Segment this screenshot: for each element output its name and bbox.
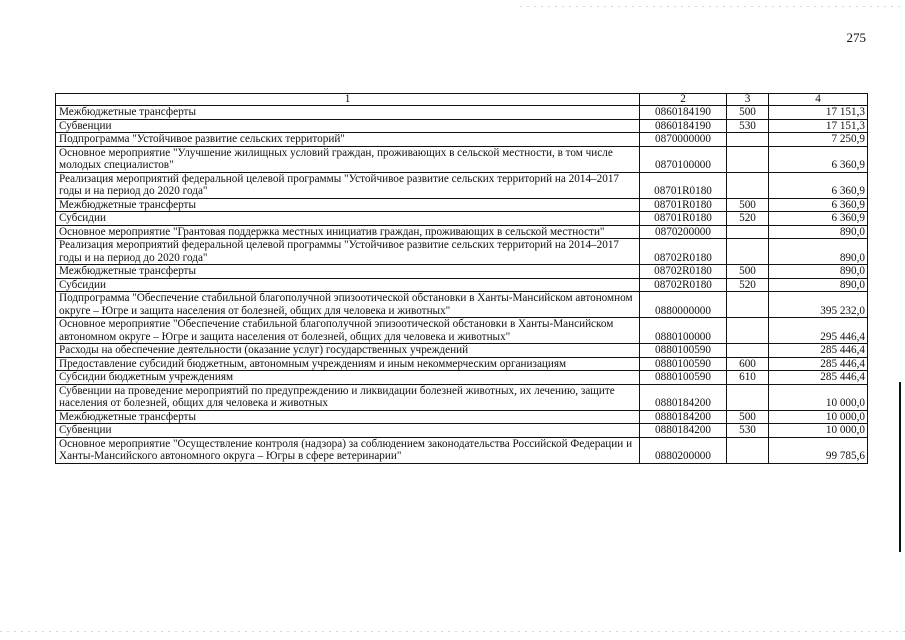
row-amount-cell: 6 360,9 (769, 146, 868, 172)
row-name-cell: Субвенции (56, 424, 640, 438)
table-row (56, 371, 868, 385)
row-name-cell: Межбюджетные трансферты (56, 106, 640, 120)
row-code-cell: 08701R0180 (640, 212, 727, 226)
row-name-cell: Расходы на обеспечение деятельности (оказание услуг) государственных учреждений (56, 344, 640, 358)
row-type-cell: 530 (727, 119, 769, 133)
table-row (56, 225, 868, 239)
row-code-cell: 0880000000 (640, 292, 727, 318)
table-row (56, 172, 868, 198)
row-name-cell: Подпрограмма "Обеспечение стабильной благополучной эпизоотической обстановки в Ханты-Мансийском автономном округе – Югре и защита населения от болезней, общих для человека и животных" (56, 292, 640, 318)
row-amount-cell: 890,0 (769, 239, 868, 265)
row-code-cell: 08702R0180 (640, 265, 727, 279)
row-name-cell: Субсидии (56, 212, 640, 226)
row-type-cell (727, 318, 769, 344)
scan-artifact-bottom (0, 631, 905, 632)
row-amount-cell: 295 446,4 (769, 318, 868, 344)
row-amount-cell: 395 232,0 (769, 292, 868, 318)
table-row (56, 106, 868, 120)
row-code-cell: 08702R0180 (640, 239, 727, 265)
row-amount-cell: 890,0 (769, 278, 868, 292)
row-name-cell: Межбюджетные трансферты (56, 410, 640, 424)
table-row (56, 239, 868, 265)
row-type-cell: 500 (727, 198, 769, 212)
row-name-cell: Межбюджетные трансферты (56, 265, 640, 279)
row-name-cell: Предоставление субсидий бюджетным, автономным учреждениям и иным некоммерческим организациям (56, 357, 640, 371)
row-code-cell: 0880184200 (640, 424, 727, 438)
row-name-cell: Основное мероприятие "Улучшение жилищных условий граждан, проживающих в сельской местности, в том числе молодых специалистов" (56, 146, 640, 172)
row-type-cell: 500 (727, 106, 769, 120)
row-amount-cell: 285 446,4 (769, 344, 868, 358)
row-code-cell: 0870200000 (640, 225, 727, 239)
scan-edge-mark (899, 382, 901, 552)
row-type-cell (727, 146, 769, 172)
table-row (56, 384, 868, 410)
column-header-1: 1 (56, 94, 640, 106)
table-row (56, 357, 868, 371)
row-name-cell: Реализация мероприятий федеральной целевой программы "Устойчивое развитие сельских территорий на 2014–2017 годы и на период до 2020 года" (56, 172, 640, 198)
row-type-cell (727, 239, 769, 265)
column-header-2: 2 (640, 94, 727, 106)
row-name-cell: Субвенции (56, 119, 640, 133)
row-amount-cell: 6 360,9 (769, 172, 868, 198)
column-header-3: 3 (727, 94, 769, 106)
row-type-cell (727, 292, 769, 318)
row-code-cell: 0880100000 (640, 318, 727, 344)
row-amount-cell: 17 151,3 (769, 106, 868, 120)
scan-artifact-top (520, 6, 900, 7)
row-type-cell: 520 (727, 278, 769, 292)
row-amount-cell: 890,0 (769, 225, 868, 239)
row-type-cell (727, 172, 769, 198)
table-row (56, 437, 868, 463)
row-code-cell: 0880100590 (640, 344, 727, 358)
table-row (56, 278, 868, 292)
table-row (56, 318, 868, 344)
row-name-cell: Субсидии (56, 278, 640, 292)
table-row (56, 424, 868, 438)
row-amount-cell: 6 360,9 (769, 198, 868, 212)
row-code-cell: 0860184190 (640, 119, 727, 133)
row-amount-cell: 285 446,4 (769, 371, 868, 385)
row-code-cell: 0880184200 (640, 384, 727, 410)
row-name-cell: Основное мероприятие "Осуществление контроля (надзора) за соблюдением законодательства Российской Федерации и Ханты-Мансийского автономного округа – Югры в сфере ветеринарии" (56, 437, 640, 463)
row-type-cell (727, 133, 769, 147)
row-type-cell: 610 (727, 371, 769, 385)
row-type-cell: 500 (727, 265, 769, 279)
row-type-cell (727, 437, 769, 463)
row-amount-cell: 10 000,0 (769, 384, 868, 410)
table-row (56, 344, 868, 358)
row-code-cell: 0870100000 (640, 146, 727, 172)
table-row (56, 265, 868, 279)
row-code-cell: 08702R0180 (640, 278, 727, 292)
budget-table (55, 93, 868, 464)
row-code-cell: 08701R0180 (640, 172, 727, 198)
row-code-cell: 0880100590 (640, 371, 727, 385)
row-type-cell (727, 384, 769, 410)
row-amount-cell: 99 785,6 (769, 437, 868, 463)
row-type-cell: 520 (727, 212, 769, 226)
table-row (56, 119, 868, 133)
row-code-cell: 08701R0180 (640, 198, 727, 212)
row-code-cell: 0880100590 (640, 357, 727, 371)
row-amount-cell: 7 250,9 (769, 133, 868, 147)
table-row (56, 198, 868, 212)
table-row (56, 133, 868, 147)
table-row (56, 410, 868, 424)
table-header-row (56, 94, 868, 106)
row-amount-cell: 6 360,9 (769, 212, 868, 226)
row-code-cell: 0880200000 (640, 437, 727, 463)
row-amount-cell: 890,0 (769, 265, 868, 279)
row-type-cell: 500 (727, 410, 769, 424)
row-type-cell: 600 (727, 357, 769, 371)
row-code-cell: 0880184200 (640, 410, 727, 424)
row-name-cell: Подпрограмма "Устойчивое развитие сельских территорий" (56, 133, 640, 147)
row-type-cell (727, 344, 769, 358)
row-type-cell: 530 (727, 424, 769, 438)
table-row (56, 146, 868, 172)
row-code-cell: 0860184190 (640, 106, 727, 120)
table-row (56, 212, 868, 226)
row-name-cell: Субсидии бюджетным учреждениям (56, 371, 640, 385)
table-body (56, 106, 868, 464)
column-header-4: 4 (769, 94, 868, 106)
row-amount-cell: 10 000,0 (769, 424, 868, 438)
table-row (56, 292, 868, 318)
page-number: 275 (846, 30, 866, 45)
row-name-cell: Основное мероприятие "Грантовая поддержка местных инициатив граждан, проживающих в сельской местности" (56, 225, 640, 239)
row-name-cell: Реализация мероприятий федеральной целевой программы "Устойчивое развитие сельских территорий на 2014–2017 годы и на период до 2020 года" (56, 239, 640, 265)
row-type-cell (727, 225, 769, 239)
row-name-cell: Основное мероприятие "Обеспечение стабильной благополучной эпизоотической обстановки в Ханты-Мансийском автономном округе – Югре и защита населения от болезней, общих для человека и животных" (56, 318, 640, 344)
row-amount-cell: 10 000,0 (769, 410, 868, 424)
row-name-cell: Межбюджетные трансферты (56, 198, 640, 212)
row-code-cell: 0870000000 (640, 133, 727, 147)
row-amount-cell: 17 151,3 (769, 119, 868, 133)
row-amount-cell: 285 446,4 (769, 357, 868, 371)
row-name-cell: Субвенции на проведение мероприятий по предупреждению и ликвидации болезней животных, их лечению, защите населения от болезней, общих для человека и животных (56, 384, 640, 410)
